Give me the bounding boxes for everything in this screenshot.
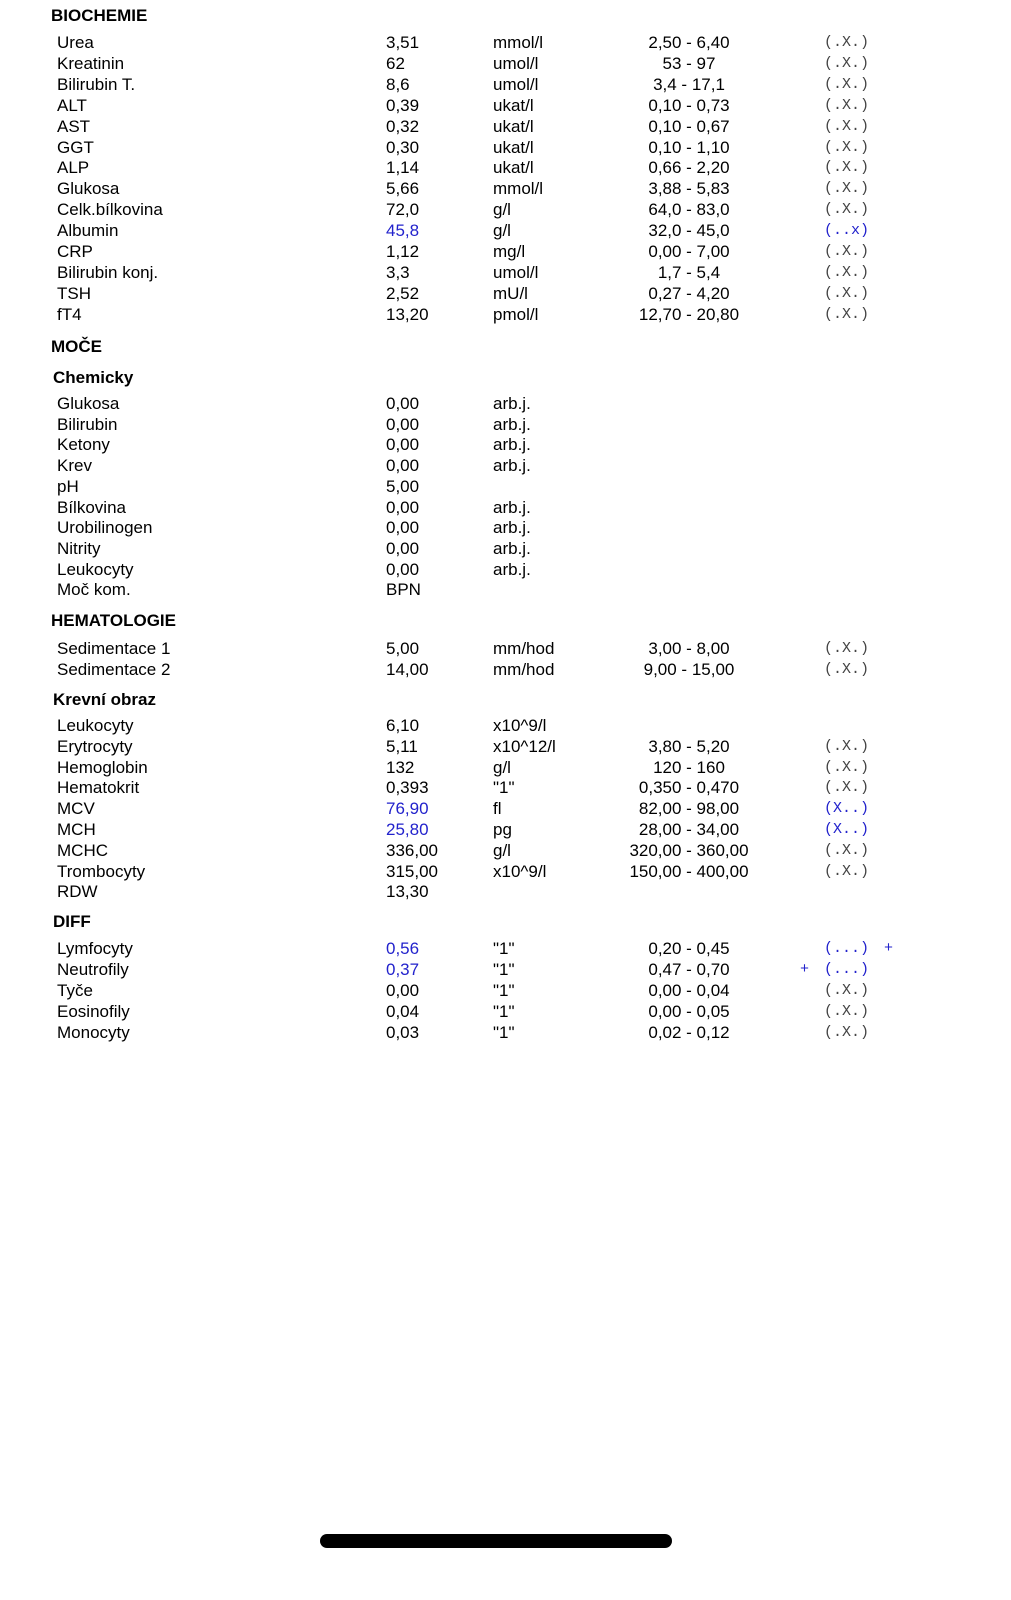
range-flag: (.X.) [824,640,870,657]
test-value: 0,00 [386,435,420,455]
table-row [0,241,1011,262]
test-value: 0,03 [386,1022,420,1042]
range-flag: (.X.) [824,96,870,114]
table-row [0,638,1011,659]
reference-range: 12,70 - 20,80 [638,304,740,324]
test-name: Leukocyty [57,716,134,735]
table-row [0,579,1011,600]
reference-range: 53 - 97 [662,53,716,73]
reference-range: 64,0 - 83,0 [648,200,730,220]
test-value: 5,00 [386,639,420,658]
flag-prefix: + [800,960,810,978]
test-unit: umol/l [493,74,539,94]
test-name: CRP [57,242,93,261]
test-value: 25,80 [386,820,429,839]
test-name: ALP [57,158,90,178]
table-row [0,1001,1011,1022]
range-flag: (.X.) [824,201,870,219]
test-unit: mm/hod [493,660,555,679]
test-value: 5,66 [386,179,420,199]
test-value: 76,90 [386,799,429,819]
test-name: TSH [57,283,91,303]
range-flag: (.X.) [824,1002,870,1020]
test-value: 3,3 [386,262,410,282]
test-unit: arb.j. [493,497,531,517]
reference-range: 28,00 - 34,00 [638,820,740,839]
reference-range: 9,00 - 15,00 [643,660,735,679]
range-flag: (.X.) [824,779,870,797]
reference-range: 0,10 - 1,10 [648,137,730,157]
test-value: 8,6 [386,74,410,94]
test-unit: arb.j. [493,538,531,558]
reference-range: 0,00 - 7,00 [648,242,730,261]
test-name: Hematokrit [57,778,140,798]
table-row [0,840,1011,861]
reference-range: 150,00 - 400,00 [629,861,749,881]
table-row [0,32,1011,53]
table-row [0,736,1011,757]
table-row [0,95,1011,116]
test-value: 0,00 [386,980,420,1000]
reference-range: 0,20 - 0,45 [648,939,730,958]
reference-range: 32,0 - 45,0 [648,221,730,241]
test-value: 5,11 [386,736,418,756]
test-value: 0,393 [386,778,429,798]
range-flag: (X..) [824,821,870,838]
test-value: 336,00 [386,840,438,860]
test-unit: arb.j. [493,435,531,455]
range-flag: (.X.) [824,284,870,302]
test-unit: pg [493,820,512,839]
range-flag: (..x) [824,222,870,240]
table-row [0,497,1011,518]
test-name: Sedimentace 1 [57,639,171,658]
table-row [0,980,1011,1001]
test-value: 3,51 [386,33,420,52]
table-row [0,476,1011,497]
test-name: Hemoglobin [57,757,148,777]
range-flag: (.X.) [824,159,870,177]
test-unit: mmol/l [493,33,544,52]
reference-range: 0,10 - 0,67 [648,116,730,136]
test-name: Sedimentace 2 [57,660,171,679]
table-row [0,116,1011,137]
test-value: 0,00 [386,456,420,476]
reference-range: 0,47 - 0,70 [648,959,730,979]
test-name: Leukocyty [57,559,134,579]
reference-range: 0,00 - 0,04 [648,980,730,1000]
test-unit: "1" [493,959,515,979]
subsection-title-chemicky: Chemicky [53,368,134,387]
test-unit: arb.j. [493,394,531,413]
test-unit: x10^9/l [493,716,547,735]
table-row [0,414,1011,435]
test-value: 72,0 [386,200,420,220]
test-value: 45,8 [386,221,420,241]
test-name: Bilirubin [57,414,118,434]
test-name: Glukosa [57,179,120,199]
test-unit: fl [493,799,502,819]
test-value: 315,00 [386,861,438,881]
test-name: Kreatinin [57,53,125,73]
test-name: Erytrocyty [57,736,133,756]
test-value: 132 [386,757,415,777]
reference-range: 3,80 - 5,20 [648,736,730,756]
test-value: 13,30 [386,882,429,902]
test-unit: "1" [493,939,515,958]
test-unit: mm/hod [493,639,555,658]
range-flag: (.X.) [824,661,870,678]
test-name: Bilirubin T. [57,74,136,94]
test-name: Bilirubin konj. [57,262,159,282]
table-row [0,1022,1011,1043]
range-flag: (.X.) [824,862,870,880]
reference-range: 82,00 - 98,00 [638,799,740,819]
table-row [0,199,1011,220]
test-name: MCHC [57,840,108,860]
test-value: 1,12 [386,242,420,261]
reference-range: 0,10 - 0,73 [648,95,730,115]
test-name: Nitrity [57,538,101,558]
test-unit: ukat/l [493,116,534,136]
range-flag: (.X.) [824,1023,870,1041]
range-flag: (.X.) [824,180,870,198]
test-value: 0,37 [386,959,420,979]
table-row [0,455,1011,476]
table-row [0,938,1011,959]
reference-range: 3,00 - 8,00 [648,639,730,658]
table-row [0,757,1011,778]
home-indicator[interactable] [320,1534,672,1548]
test-unit: g/l [493,840,511,860]
reference-range: 120 - 160 [653,757,725,777]
test-value: 2,52 [386,283,420,303]
test-unit: x10^12/l [493,736,556,756]
test-unit: "1" [493,1022,515,1042]
reference-range: 3,4 - 17,1 [653,74,725,94]
test-unit: mg/l [493,242,526,261]
reference-range: 0,00 - 0,05 [648,1001,730,1021]
range-flag: (X..) [824,800,870,818]
range-flag: (.X.) [824,305,870,323]
table-row [0,881,1011,902]
range-flag: (.X.) [824,841,870,859]
test-unit: arb.j. [493,456,531,476]
test-name: GGT [57,137,94,157]
test-value: 62 [386,53,405,73]
reference-range: 2,50 - 6,40 [648,33,730,52]
table-row [0,659,1011,680]
test-name: fT4 [57,304,82,324]
test-unit: ukat/l [493,95,534,115]
table-row [0,393,1011,414]
range-flag: (.X.) [824,117,870,135]
table-row [0,262,1011,283]
section-title-moce: MOČE [51,337,102,356]
reference-range: 3,88 - 5,83 [648,179,730,199]
range-flag: (.X.) [824,243,870,260]
test-name: Moč kom. [57,580,131,600]
test-unit: mU/l [493,283,528,303]
test-value: 0,00 [386,518,420,538]
table-row [0,819,1011,840]
test-name: Monocyty [57,1022,130,1042]
test-name: Tyče [57,980,93,1000]
range-flag: (.X.) [824,54,870,72]
subsection-title-diff: DIFF [53,912,91,931]
test-unit: ukat/l [493,137,534,157]
table-row [0,178,1011,199]
table-row [0,137,1011,158]
test-value: 0,00 [386,559,420,579]
test-unit: arb.j. [493,559,531,579]
test-value: 0,00 [386,497,420,517]
range-flag: (.X.) [824,758,870,776]
test-unit: g/l [493,221,511,241]
flag-suffix: + [884,940,894,957]
test-unit: "1" [493,1001,515,1021]
test-name: Eosinofily [57,1001,130,1021]
test-value: 0,00 [386,414,420,434]
table-row [0,715,1011,736]
table-row [0,74,1011,95]
range-flag: (.X.) [824,75,870,93]
test-unit: umol/l [493,53,539,73]
table-row [0,220,1011,241]
test-value: 5,00 [386,476,420,496]
test-unit: "1" [493,778,515,798]
test-unit: mmol/l [493,179,544,199]
test-name: pH [57,476,79,496]
test-unit: "1" [493,980,515,1000]
test-name: Urobilinogen [57,518,153,538]
subsection-title-krevni-obraz: Krevní obraz [53,690,156,709]
reference-range: 0,02 - 0,12 [648,1022,730,1042]
test-name: MCH [57,820,96,839]
test-unit: arb.j. [493,414,531,434]
reference-range: 1,7 - 5,4 [657,262,721,282]
range-flag: (.X.) [824,34,870,51]
test-value: BPN [386,580,421,600]
test-unit: umol/l [493,262,539,282]
test-name: Lymfocyty [57,939,133,958]
table-row [0,283,1011,304]
test-value: 0,04 [386,1001,420,1021]
range-flag: (.X.) [824,138,870,156]
table-row [0,53,1011,74]
test-value: 0,32 [386,116,420,136]
reference-range: 0,27 - 4,20 [648,283,730,303]
section-title-hematologie: HEMATOLOGIE [51,611,176,630]
test-unit: g/l [493,757,511,777]
test-name: Glukosa [57,394,120,413]
table-row [0,777,1011,798]
test-name: RDW [57,882,98,902]
table-row [0,861,1011,882]
test-value: 0,30 [386,137,420,157]
table-row [0,517,1011,538]
range-flag: (...) [824,940,870,957]
range-flag: (.X.) [824,263,870,281]
test-name: Neutrofily [57,959,129,979]
test-name: MCV [57,799,95,819]
section-title-biochemie: BIOCHEMIE [51,6,148,25]
test-unit: arb.j. [493,518,531,538]
test-unit: pmol/l [493,304,539,324]
table-row [0,559,1011,580]
test-value: 0,00 [386,538,420,558]
test-value: 14,00 [386,660,429,679]
table-row [0,304,1011,325]
reference-range: 0,66 - 2,20 [648,158,730,178]
table-row [0,798,1011,819]
test-name: AST [57,116,91,136]
test-name: ALT [57,95,87,115]
reference-range: 320,00 - 360,00 [629,840,749,860]
range-flag: (...) [824,960,870,978]
test-unit: ukat/l [493,158,534,178]
test-name: Krev [57,456,92,476]
test-name: Ketony [57,435,110,455]
test-value: 1,14 [386,158,420,178]
test-value: 0,39 [386,95,420,115]
test-value: 13,20 [386,304,429,324]
test-name: Celk.bílkovina [57,200,163,220]
table-row [0,157,1011,178]
test-value: 0,00 [386,394,420,413]
reference-range: 0,350 - 0,470 [638,778,740,798]
test-name: Urea [57,33,94,52]
test-name: Albumin [57,221,119,241]
table-row [0,538,1011,559]
range-flag: (.X.) [824,737,870,755]
test-value: 6,10 [386,716,420,735]
table-row [0,434,1011,455]
test-name: Trombocyty [57,861,146,881]
test-unit: x10^9/l [493,861,547,881]
test-unit: g/l [493,200,511,220]
table-row [0,959,1011,980]
test-name: Bílkovina [57,497,126,517]
range-flag: (.X.) [824,981,870,999]
test-value: 0,56 [386,939,420,958]
